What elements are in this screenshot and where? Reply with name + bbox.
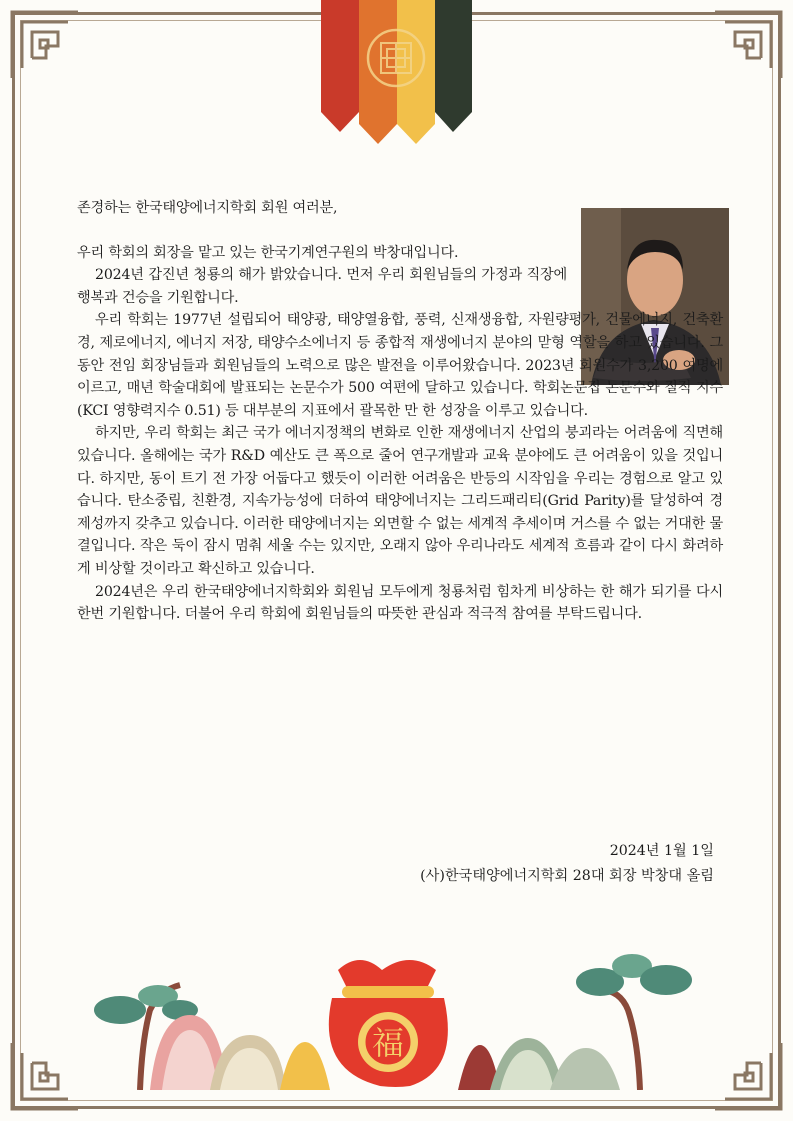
corner-ornament-bottom-right [713,1041,783,1111]
letter-paragraph-closing: 2024년은 우리 한국태양에너지학회와 회원님 모두에게 청룡처럼 힘차게 비상하는 한 해가 되기를 다시 한번 기원합니다. 더불어 우리 학회에 회원님들의 따뜻한 관심과 적극적 참여를 부탁드립니다. [77,583,723,623]
top-banner-ornament [321,0,472,148]
corner-ornament-bottom-left [10,1041,80,1111]
letter-paragraph-challenges: 하지만, 우리 학회는 최근 국가 에너지정책의 변화로 인한 재생에너지 산업의 붕괴라는 어려움에 직면해 있습니다. 올해에는 국가 R&D 예산도 큰 폭으로 줄어 연구개발과 교육 분야에도 큰 어려움이 있을 것입니다. 하지만, 동이 트기 전 가장 어둡다고 했듯이 이러한 어려움은 반등의 시작임을 우리는 경험으로 알고 있습니다. 탄소중립, 친환경, 지속가능성에 더하여 태양에너지는 그리드패리티(Grid Parity)를 달성하여 경제성까지 갖추고 있습니다. 이러한 태양에너지는 외면할 수 없는 세계적 추세이며 거스를 수 없는 거대한 물결입니다. 작은 둑이 잠시 멈춰 세울 수는 있지만, 오래지 않아 우리나라도 세계적 흐름과 같이 다시 화려하게 비상할 것이라고 확신하고 있습니다. [77,425,723,577]
corner-ornament-top-left [10,10,80,80]
bottom-decoration [80,930,720,1090]
letter-paragraph-new-year: 2024년 갑진년 청룡의 해가 밝았습니다. 먼저 우리 회원님들의 가정과 직장에 행복과 건승을 기원합니다. [77,267,567,306]
letter-paragraph-society-history: 우리 학회는 1977년 설립되어 태양광, 태양열융합, 풍력, 신재생융합, 자원량평가, 건물에너지, 건축환경, 제로에너지, 에너지 저장, 태양수소에너지 등 종합적 재생에너지 분야의 맏형 역할을 하고 있습니다. 그동안 전임 회장님들과 회원님들의 노력으로 많은 발전을 이루어왔습니다. 2023년 회원수가 3,200 여명에 이르고, 매년 학술대회에 발표되는 논문수가 500 여편에 달하고 있습니다. 학회논문집 논문수와 질적 지수(KCI 영향력지수 0.51) 등 대부분의 지표에서 괄목한 만 한 성장을 이루고 있습니다. [77,312,723,419]
letter-signature: (사)한국태양에너지학회 28대 회장 박창대 올림 [420,868,714,884]
letter-greeting: 존경하는 한국태양에너지학회 회원 여러분, [77,200,338,216]
letter-paragraph-intro: 우리 학회의 회장을 맡고 있는 한국기계연구원의 박창대입니다. [77,244,459,261]
letter-date: 2024년 1월 1일 [609,843,714,859]
lucky-pouch-icon [329,960,448,1087]
letter-body [77,197,723,626]
pouch-character: 福 [371,1024,405,1062]
corner-ornament-top-right [713,10,783,80]
